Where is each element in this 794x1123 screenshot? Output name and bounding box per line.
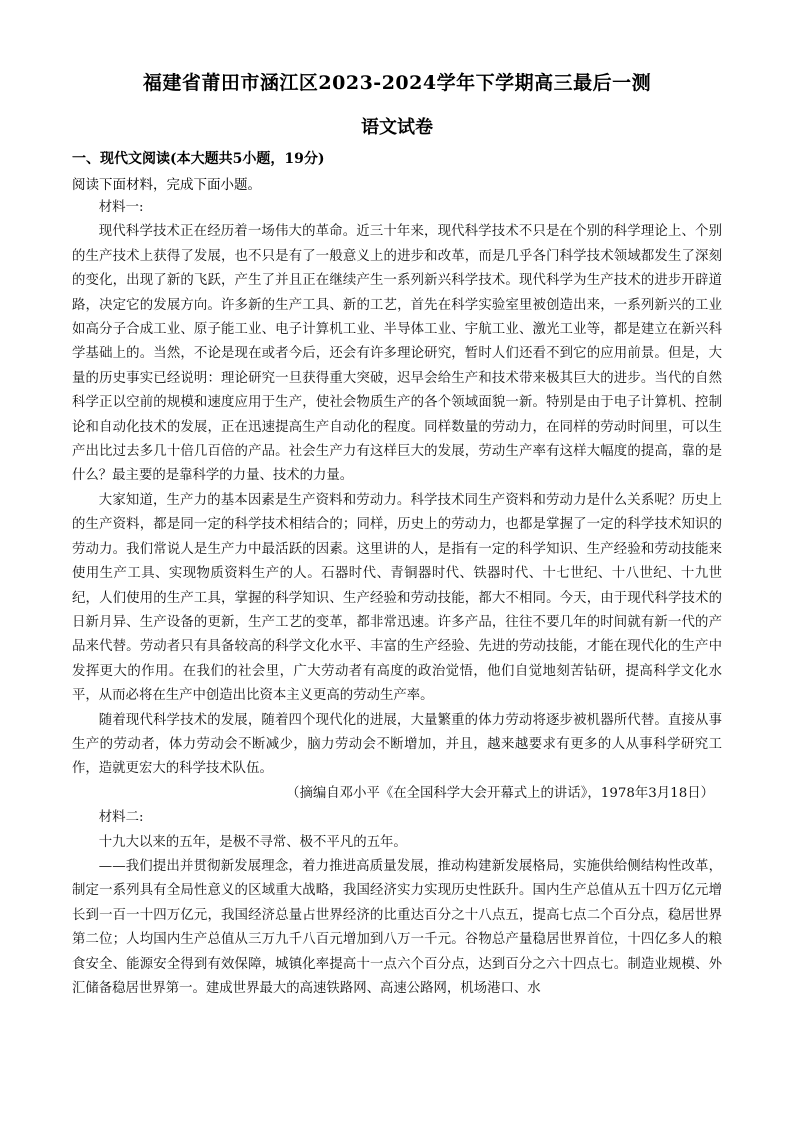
exam-title: 福建省莆田市涵江区2023-2024学年下学期高三最后一测 <box>142 72 652 94</box>
section-heading: 一、现代文阅读(本大题共5小题，19分) <box>72 151 325 167</box>
material-2-label: 材料二: <box>98 810 144 826</box>
material-1-paragraph: 现代科学技术正在经历着一场伟大的革命。近三十年来，现代科学技术不只是在个别的科学理论上、个别的生产技术上获得了发展，也不只是有了一般意义上的进步和改革，而是几乎各门科学技术领域都发生了深刻的变化，出现了新的飞跃，产生了并且正在继续产生一系列新兴科学技术。现代科学为生产技术的进步开辟道路，决定它的发展方向。许多新的生产工具、新的工艺，首先在科学实验室里被创造出来，一系列新兴的工业如高分子合成工业、原子能工业、电子计算机工业、半导体工业、宇航工业、激光工业等，都是建立在新兴科学基础上的。当然，不论是现在或者今后，还会有许多理论研究，暂时人们还看不到它的应用前景。但是，大量的历史事实已经说明：理论研究一旦获得重大突破，迟早会给生产和技术带来极其巨大的进步。当代的自然科学正以空前的规模和速度应用于生产，使社会物质生产的各个领域面貌一新。特别是由于电子计算机、控制论和自动化技术的发展，正在迅速提高生产自动化的程度。同样数量的劳动力，在同样的劳动时间里，可以生产出比过去多几十倍几百倍的产品。社会生产力有这样巨大的发展，劳动生产率有这样大幅度的提高，靠的是什么？最主要的是靠科学的力量、技术的力量。 <box>72 224 722 484</box>
material-2-paragraph: ——我们提出并贯彻新发展理念，着力推进高质量发展，推动构建新发展格局，实施供给侧结构性改革，制定一系列具有全局性意义的区域重大战略，我国经济实力实现历史性跃升。国内生产总值从五十四万亿元增长到一百一十四万亿元，我国经济总量占世界经济的比重达百分之十八点五，提高七点二个百分点，稳居世界第二位；人均国内生产总值从三万九千八百元增加到八万一千元。谷物总产量稳居世界首位，十四亿多人的粮食安全、能源安全得到有效保障，城镇化率提高十一点六个百分点，达到百分之六十四点七。制造业规模、外汇储备稳居世界第一。建成世界最大的高速铁路网、高速公路网，机场港口、水 <box>72 858 722 996</box>
material-2-intro: 十九大以来的五年，是极不寻常、极不平凡的五年。 <box>98 834 407 850</box>
reading-material <box>72 196 722 1001</box>
section-instruction: 阅读下面材料，完成下面小题。 <box>72 177 261 193</box>
material-1-paragraph: 大家知道，生产力的基本因素是生产资料和劳动力。科学技术同生产资料和劳动力是什么关系呢？历史上的生产资料，都是同一定的科学技术相结合的；同样，历史上的劳动力，也都是掌握了一定的科学技术知识的劳动力。我们常说人是生产力中最活跃的因素。这里讲的人，是指有一定的科学知识、生产经验和劳动技能来使用生产工具、实现物质资料生产的人。石器时代、青铜器时代、铁器时代、十七世纪、十八世纪、十九世纪，人们使用的生产工具，掌握的科学知识、生产经验和劳动技能，都大不相同。今天，由于现代科学技术的日新月异、生产设备的更新，生产工艺的变革，都非常迅速。许多产品，往往不要几年的时间就有新一代的产品来代替。劳动者只有具备较高的科学文化水平、丰富的生产经验、先进的劳动技能，才能在现代化的生产中发挥更大的作用。在我们的社会里，广大劳动者有高度的政治觉悟，他们自觉地刻苦钻研，提高科学文化水平，从而必将在生产中创造出比资本主义更高的劳动生产率。 <box>72 492 722 704</box>
material-1-paragraph: 随着现代科学技术的发展，随着四个现代化的进展，大量繁重的体力劳动将逐步被机器所代替。直接从事生产的劳动者，体力劳动会不断减少，脑力劳动会不断增加，并且，越来越要求有更多的人从事科学研究工作，造就更宏大的科学技术队伍。 <box>72 712 722 777</box>
material-1-label: 材料一: <box>98 200 144 215</box>
exam-subtitle: 语文试卷 <box>361 117 433 138</box>
material-1-citation: （摘编自邓小平《在全国科学大会开幕式上的讲话》，1978年3月18日） <box>286 785 714 801</box>
